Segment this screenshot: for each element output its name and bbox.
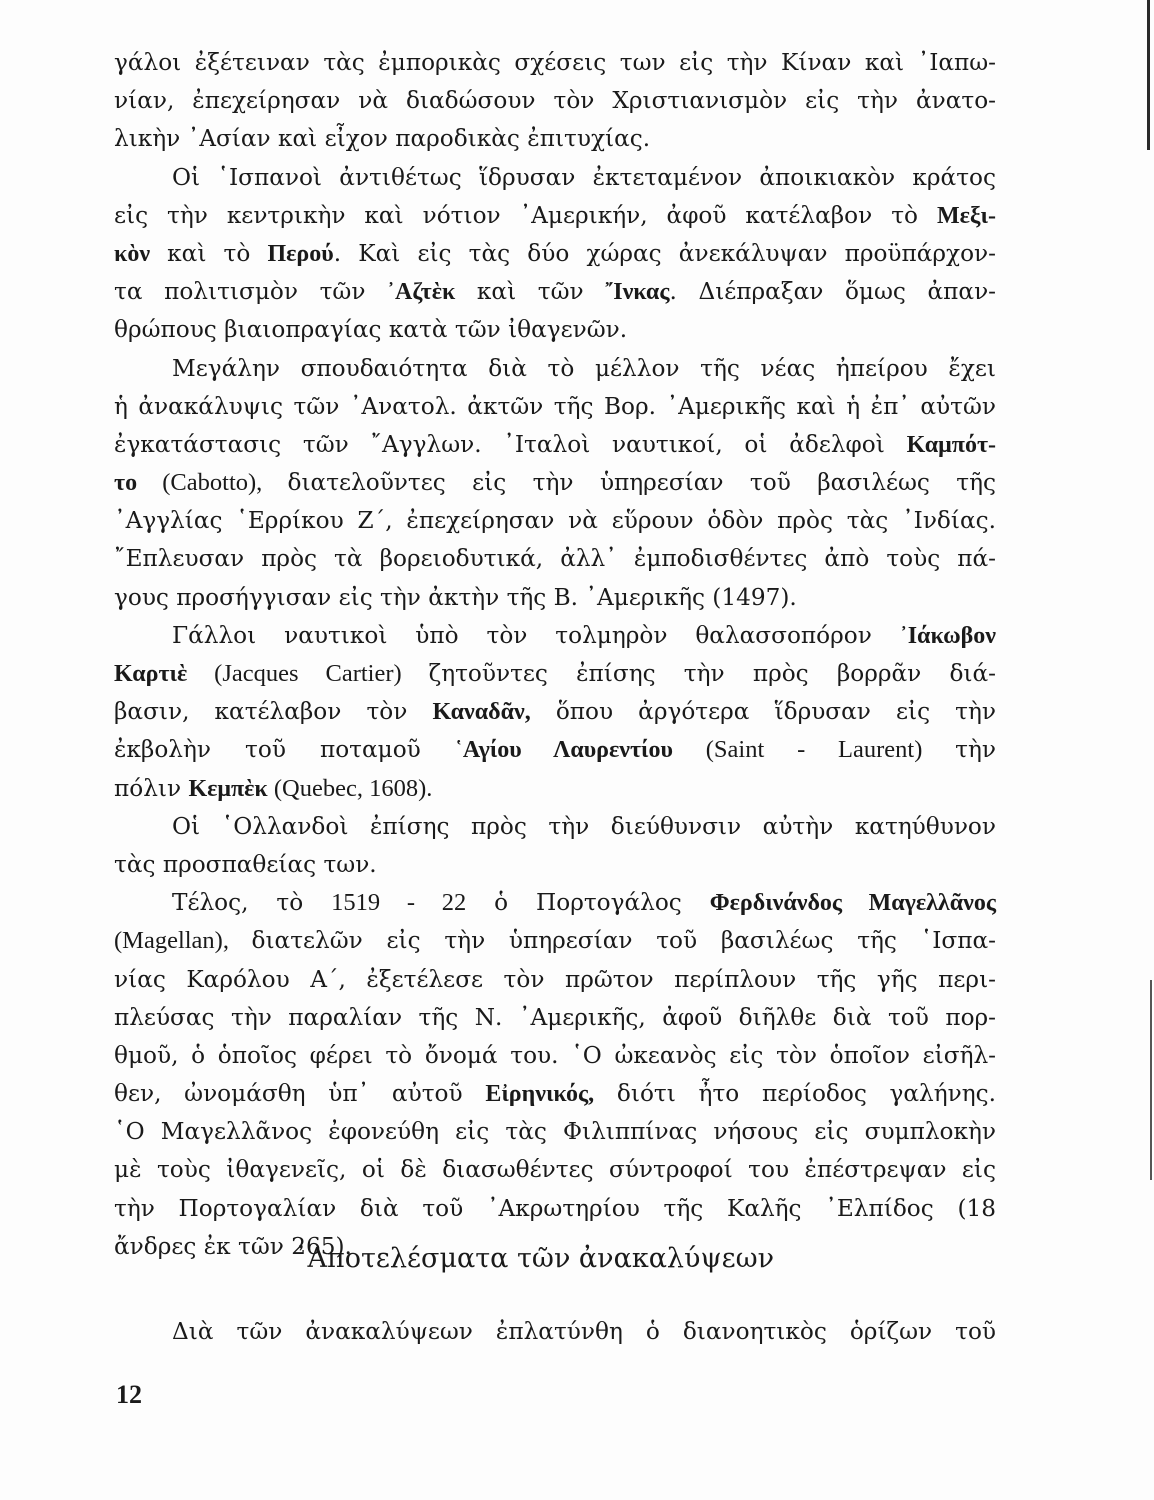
bold-term: Φερδινάνδος Μαγελλᾶνος — [709, 890, 996, 917]
text-line: Καρτιὲ (Jacques Cartier) ζητοῦντες ἐπίσης τὴν πρὸς βορρᾶν διά- — [114, 660, 996, 687]
text-line: λικὴν ᾿Ασίαν καὶ εἶχον παροδικὰς ἐπιτυχίας. — [114, 125, 651, 153]
text-line: (Magellan), διατελῶν εἰς τὴν ὑπηρεσίαν τοῦ βασιλέως τῆς ῾Ισπα- — [114, 927, 996, 955]
text-line: ἐκβολὴν τοῦ ποταμοῦ ῾Αγίου Λαυρεντίου (Saint - Laurent) τὴν — [114, 736, 996, 764]
text-line: Γάλλοι ναυτικοὶ ὑπὸ τὸν τολμηρὸν θαλασσοπόρον ᾿Ιάκωβον — [172, 621, 996, 649]
bold-term: Καναδᾶν, — [432, 699, 531, 726]
text-line: Τέλος, τὸ 1519 - 22 ὁ Πορτογάλος Φερδινάνδος Μαγελλᾶνος — [172, 889, 996, 917]
text-line: θμοῦ, ὁ ὁποῖος φέρει τὸ ὄνομά του. ῾Ο ὠκεανὸς εἰς τὸν ὁποῖον εἰσῆλ- — [114, 1041, 996, 1069]
bold-term: ᾿Ιάκωβον — [899, 622, 996, 649]
text-line: ᾿Αγγλίας ῾Ερρίκου Ζ΄, ἐπεχείρησαν νὰ εὕρουν ὁδὸν πρὸς τὰς ᾿Ινδίας. — [114, 507, 996, 535]
scan-edge-mark — [1150, 980, 1152, 1180]
text-line: εἰς τὴν κεντρικὴν καὶ νότιον ᾿Αμερικήν, ἀφοῦ κατέλαβον τὸ Μεξι- — [114, 201, 996, 229]
bold-term: Περού — [267, 240, 334, 267]
text-line: τα πολιτισμὸν τῶν ᾿Αζτὲκ καὶ τῶν ῎Ινκας. Διέπραξαν ὅμως ἀπαν- — [114, 278, 996, 306]
text-line: Οἱ ῾Ολλανδοὶ ἐπίσης πρὸς τὴν διεύθυνσιν αὐτὴν κατηύθυνον — [172, 812, 996, 840]
bold-term: ῾Αγίου Λαυρεντίου — [454, 737, 673, 764]
text-line: νίας Καρόλου Α΄, ἐξετέλεσε τὸν πρῶτον περίπλουν τῆς γῆς περι- — [114, 965, 996, 993]
text-line: Μεγάλην σπουδαιότητα διὰ τὸ μέλλον τῆς νέας ἠπείρου ἔχει — [172, 354, 996, 382]
text-line: Οἱ ῾Ισπανοὶ ἀντιθέτως ἵδρυσαν ἐκτεταμένον ἀποικιακὸν κράτος — [172, 163, 996, 191]
bold-term: Εἰρηνικός, — [485, 1081, 595, 1108]
text-line: ἡ ἀνακάλυψις τῶν ᾿Ανατολ. ἀκτῶν τῆς Βορ. ᾿Αμερικῆς καὶ ἡ ἐπ᾿ αὐτῶν — [114, 392, 996, 420]
bold-term: κὸν — [114, 240, 151, 267]
text-line: γάλοι ἐξέτειναν τὰς ἐμπορικὰς σχέσεις των εἰς τὴν Κίναν καὶ ᾿Ιαπω- — [114, 49, 996, 76]
text-line: θεν, ὠνομάσθη ὑπ᾿ αὐτοῦ Εἰρηνικός, διότι ἦτο περίοδος γαλήνης. — [114, 1080, 996, 1108]
text-line: ῾Ο Μαγελλᾶνος ἐφονεύθη εἰς τὰς Φιλιππίνας νήσους εἰς συμπλοκὴν — [114, 1118, 996, 1146]
body-text — [114, 44, 996, 1266]
bold-term: ᾿Αζτὲκ — [387, 279, 456, 306]
text-line: μὲ τοὺς ἰθαγενεῖς, οἱ δὲ διασωθέντες σύντροφοί του ἐπέστρεψαν εἰς — [114, 1156, 996, 1184]
text-line: κὸν καὶ τὸ Περού. Καὶ εἰς τὰς δύο χώρας ἀνεκάλυψαν προϋπάρχον- — [114, 239, 996, 267]
text-line: θρώπους βιαιοπραγίας κατὰ τῶν ἰθαγενῶν. — [114, 316, 628, 344]
bold-term: Καμπότ- — [906, 431, 996, 458]
text-line: πλεύσας τὴν παραλίαν τῆς Ν. ᾿Αμερικῆς, ἀφοῦ διῆλθε διὰ τοῦ πορ- — [114, 1003, 996, 1031]
text-line: ἄνδρες ἐκ τῶν 265). — [114, 1232, 352, 1260]
text-line: νίαν, ἐπεχείρησαν νὰ διαδώσουν τὸν Χριστιανισμὸν εἰς τὴν ἀνατο- — [114, 87, 996, 115]
section-heading: ᾿Αποτελέσματα τῶν ἀνακαλύψεων — [294, 1243, 775, 1274]
text-line: βασιν, κατέλαβον τὸν Καναδᾶν, ὅπου ἀργότερα ἵδρυσαν εἰς τὴν — [114, 698, 996, 726]
bold-term: το — [114, 470, 138, 497]
text-line: Διὰ τῶν ἀνακαλύψεων ἐπλατύνθη ὁ διανοητικὸς ὁρίζων τοῦ — [172, 1318, 996, 1345]
bold-term: ῎Ινκας — [605, 279, 670, 306]
page-number: 12 — [116, 1380, 142, 1409]
text-line: ἐγκατάστασις τῶν ῎Αγγλων. ᾿Ιταλοὶ ναυτικοί, οἱ ἀδελφοὶ Καμπότ- — [114, 430, 996, 458]
bold-term: Καρτιὲ — [114, 661, 188, 687]
bold-term: Μεξι- — [936, 202, 996, 229]
text-line: τὰς προσπαθείας των. — [114, 850, 377, 878]
text-line: τὴν Πορτογαλίαν διὰ τοῦ ᾿Ακρωτηρίου τῆς Καλῆς ᾿Ελπίδος (18 — [114, 1194, 996, 1222]
text-line: ῎Επλευσαν πρὸς τὰ βορειοδυτικά, ἀλλ᾿ ἐμποδισθέντες ἀπὸ τοὺς πά- — [114, 545, 996, 573]
text-line: πόλιν Κεμπὲκ (Quebec, 1608). — [114, 774, 433, 802]
text-line: γους προσήγγισαν εἰς τὴν ἀκτὴν τῆς Β. ᾿Αμερικῆς (1497). — [114, 583, 797, 611]
text-line: το (Cabotto), διατελοῦντες εἰς τὴν ὑπηρεσίαν τοῦ βασιλέως τῆς — [114, 469, 996, 497]
bold-term: Κεμπὲκ — [188, 775, 268, 802]
scan-edge-mark — [1147, 0, 1150, 150]
